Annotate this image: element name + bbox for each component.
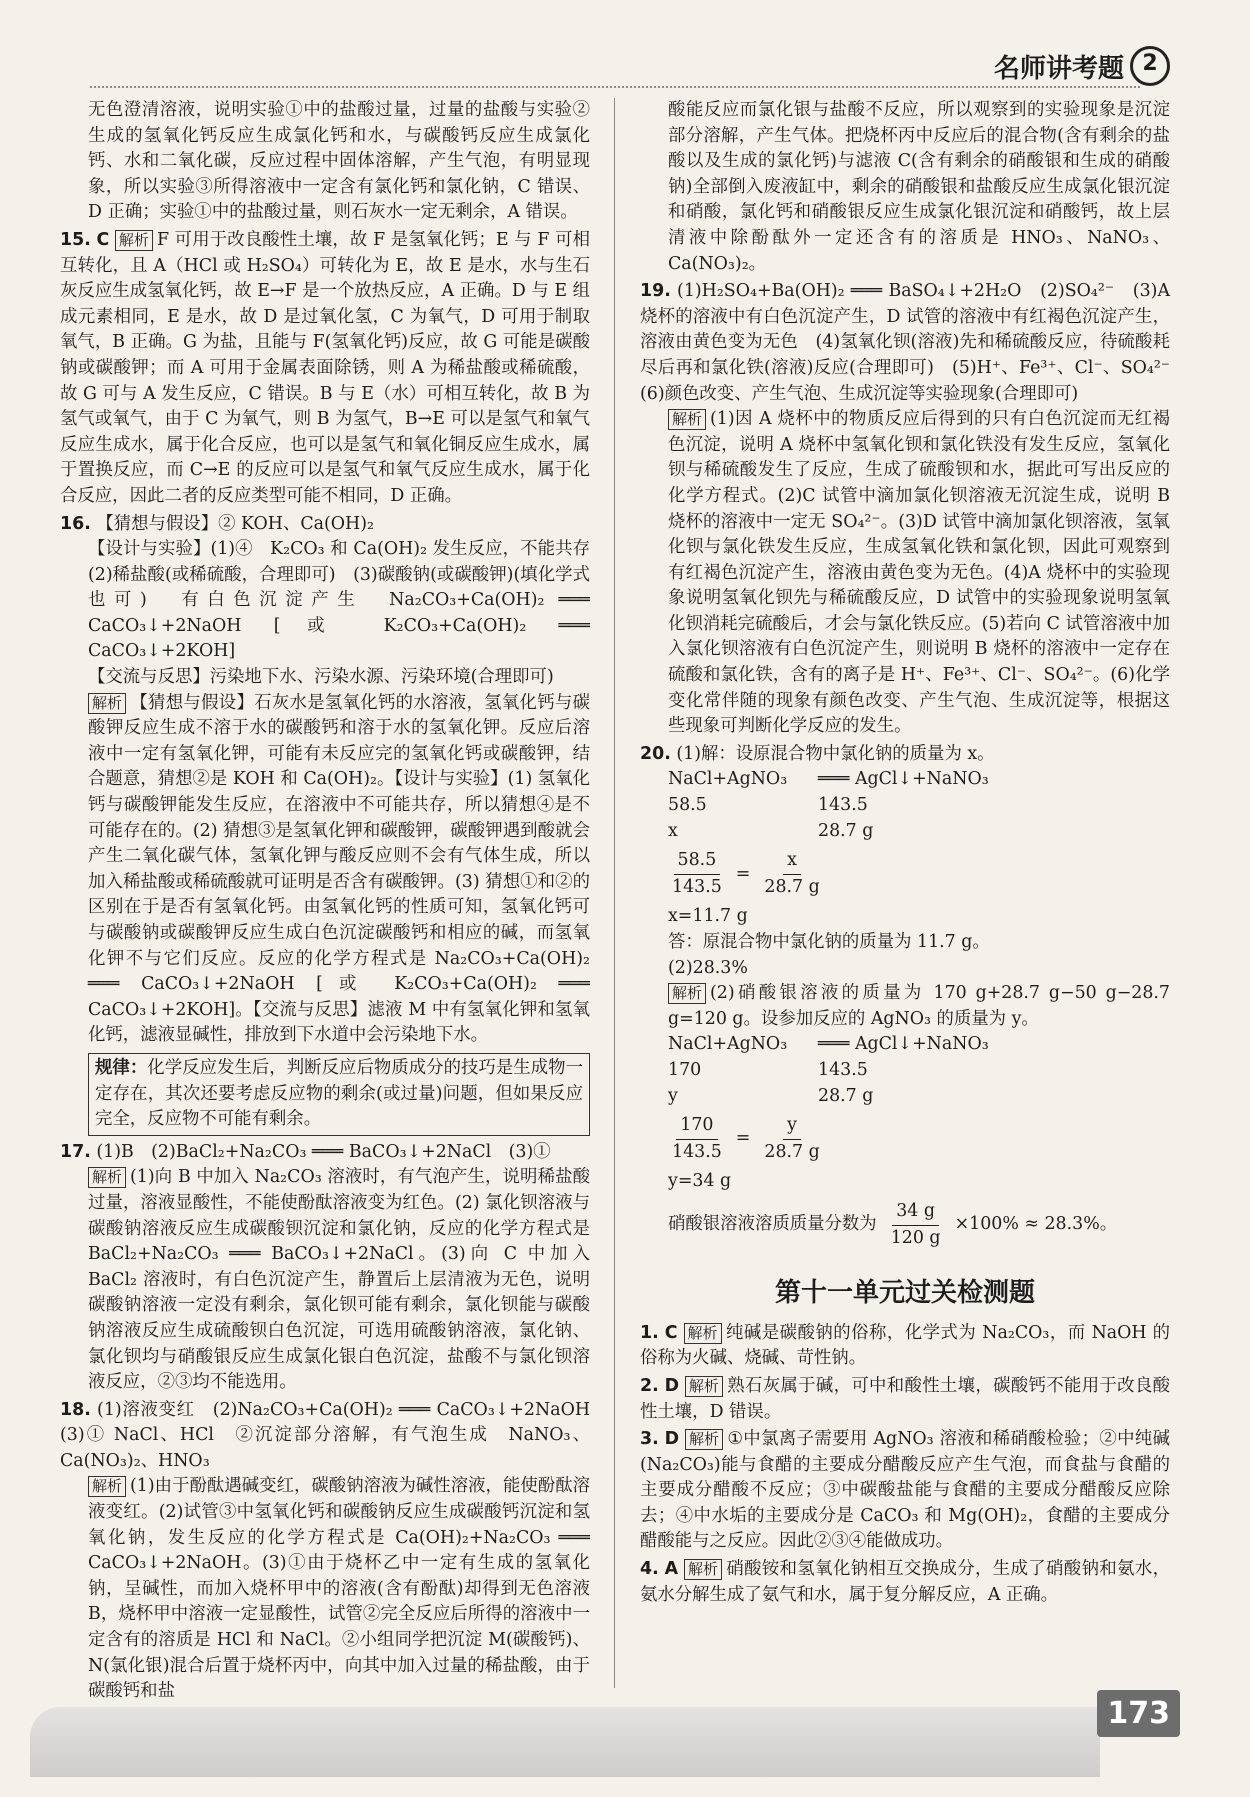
q20-equation-1: NaCl+AgNO₃ ═══ AgCl↓+NaNO₃ [668,769,989,790]
analysis-tag: 解析 [88,1167,126,1188]
analysis-tag: 解析 [88,693,126,714]
brand-badge-icon: 2 [1130,46,1170,86]
analysis-tag: 解析 [685,1376,723,1397]
q20-values-2: y 28.7 g [668,1085,874,1106]
answer-19: (1)H₂SO₄+Ba(OH)₂ ═══ BaSO₄↓+2H₂O (2)SO₄²⁻ (3)A 烧杯的溶液中有白色沉淀产生，D 试管的溶液中有红褐色沉淀产生，溶液由黄色变为无色 (4)氢氧化钡(溶液)先和稀硫酸反应，待硫酸耗尽后再和氯化铁(溶液)反应(合理即可) (5)H⁺、Fe³⁺、Cl⁻、SO₄²⁻ (6)颜色改变、产生气泡、生成沉淀等实验现象(合理即可) [640,281,1188,404]
question-19: 19. (1)H₂SO₄+Ba(OH)₂ ═══ BaSO₄↓+2H₂O (2)SO₄²⁻ (3)A 烧杯的溶液中有白色沉淀产生，D 试管的溶液中有红褐色沉淀产生，溶液由黄色变为无色 (4)氢氧化钡(溶液)先和稀硫酸反应，待硫酸耗尽后再和氯化铁(溶液)反应(合理即可) (5)H⁺、Fe³⁺、Cl⁻、SO₄²⁻ (6)颜色改变、产生气泡、生成沉淀等实验现象(合理即可) [640,281,1188,404]
analysis-20: (2)硝酸银溶液的质量为 170 g+28.7 g−50 g−28.7 g=120 g。设参加反应的 AgNO₃ 的质量为 y。 [668,983,1170,1029]
analysis-16: 【猜想与假设】石灰水是氢氧化钙的水溶液，氢氧化钙与碳酸钾反应生成不溶于水的碳酸钙和溶于水的氢氧化钾。反应后溶液中一定有氢氧化钾，可能有未反应完的氢氧化钙或碳酸钾，结合题意，猜想②是 KOH 和 Ca(OH)₂。【设计与实验】(1) 氢氧化钙与碳酸钾能发生反应，在溶液中不可能共存，所以猜想④是不可能存在的。(2) 猜想③是氢氧化钾和碳酸钾，碳酸钾遇到酸就会产生二氧化碳气体，氢氧化钾与酸反应则不会有气体生成，所以加入稀盐酸或稀硫酸就可证明是否含有碳酸钾。(3) 猜想①和②的区别在于是否有氢氧化钙。由氢氧化钙的性质可知，氢氧化钙可与碳酸钠或碳酸钾反应生成白色沉淀碳酸钙和相应的碱，而氢氧化钾不与它们反应。反应的化学方程式是 Na₂CO₃+Ca(OH)₂ ═══ CaCO₃↓+2NaOH [或 K₂CO₃+Ca(OH)₂ ═══ CaCO₃↓+2KOH]。【交流与反思】滤液 M 中有氢氧化钾和氢氧化钙，滤液显碱性，排放到下水道中会污染地下水。 [88,692,590,1046]
q17-analysis-para [60,1165,590,1395]
right-column [640,98,1188,1688]
answer-17: (1)B (2)BaCl₂+Na₂CO₃ ═══ BaCO₃↓+2NaCl (3)① [96,1141,551,1162]
q20-values-1: x 28.7 g [668,820,874,841]
section-question-3: 3. D 解析 ①中氯离子需要用 AgNO₃ 溶液和稀硝酸检验；②中纯碱(Na₂CO₃)能与食醋的主要成分醋酸反应产生气泡，而食盐与食醋的主要成分醋酸不反应；③中碳酸盐能与食醋的主要成分醋酸反应除去；④中水垢的主要成分是 CaCO₃ 和 Mg(OH)₂，食醋的主要成分醋酸能与之反应。因此②③④能做成功。 [640,1429,1171,1552]
page-number: 173 [1097,1690,1180,1737]
analysis-tag: 解析 [684,1559,722,1580]
answer-18: (1)溶液变红 (2)Na₂CO₃+Ca(OH)₂ ═══ CaCO₃↓+2NaOH (3)① NaCl、HCl ②沉淀部分溶解，有气泡生成 NaNO₃、Ca(NO₃)₂、HNO₃ [60,1399,608,1471]
analysis-18: (1)由于酚酞遇碱变红，碳酸钠溶液为碱性溶液，能使酚酞溶液变红。(2)试管③中氢氧化钙和碳酸钠反应生成碳酸钙沉淀和氢氧化钠，发生反应的化学方程式是 Ca(OH)₂+Na₂CO₃ ═══ CaCO₃↓+2NaOH。(3)①由于烧杯乙中一定有生成的氢氧化钠，呈碱性，而加入烧杯甲中的溶液(含有酚酞)却得到无色溶液 B，烧杯甲中溶液一定显酸性，试管②完全反应后所得的溶液中一定含有的溶质是 HCl 和 NaCl。②小组同学把沉淀 M(碳酸钙)、N(氯化银)混合后置于烧杯丙中，向其中加入过量的稀盐酸，由于碳酸钙和盐 [88,1476,590,1702]
rule-title: 规律： [95,1057,148,1078]
q16-analysis-para [60,691,590,1049]
brand [994,46,1170,86]
q20-masses-1: 58.5 143.5 [668,795,868,816]
q20-part-2: (2)28.3% [668,957,748,978]
q19-analysis-para [640,407,1170,740]
q20-intro: (1)解：设原混合物中氯化钠的质量为 x。 [676,743,995,764]
analysis-tag: 解析 [684,1323,722,1344]
rule-box [88,1053,590,1136]
question-15: 15. C 解析 F 可用于改良酸性土壤，故 F 是氢氧化钙；E 与 F 可相互转化，且 A（HCl 或 H₂SO₄）可转化为 E，故 E 是水，水与生石灰反应生成氢氧化钙，故 E→F 是一个放热反应，A 正确。D 与 E 组成元素相同，E 是水，故 D 是过氧化氢，C 为氧气，D 可用于制取氧气，B 正确。G 为盐，且能与 F(氢氧化钙)反应，故 G 可能是碳酸钠或碳酸钾；而 A 可用于金属表面除锈，则 A 为稀盐酸或稀硫酸，故 G 可与 A 发生反应，C 错误。B 与 E（水）可相互转化，故 B 为氢气或氧气，由于 C 为氧气，则 B 为氢气，B→E 可以是氢气和氧气反应生成水，属于化合反应，也可以是氢气和氧化铜反应生成水，属于置换反应，而 C→E 的反应可以是氢气和氧气反应生成水，属于化合反应，因此二者的反应类型可能不相同，D 正确。 [60,229,591,506]
q20-proportion-2: $\frac{170}{143.5}$ = $\frac{y}{28.7 g}$ [672,1115,820,1162]
q20-analysis-para [640,981,1170,1032]
q20-result-2: y=34 g [668,1171,732,1192]
section-title: 第十一单元过关检测题 [774,1278,1035,1309]
q20-proportion-1: $\frac{58.5}{143.5}$ = $\frac{x}{28.7 g}$ [672,850,820,897]
analysis-tag: 解析 [115,230,153,251]
analysis-19: (1)因 A 烧杯中的物质反应后得到的只有白色沉淀而无红褐色沉淀，说明 A 烧杯中氢氧化钡和氯化铁没有发生反应，氢氧化钡与稀硫酸发生了反应，生成了硫酸钡和水，据此可写出反应的化学方程式。(2)C 试管中滴加氯化钡溶液无沉淀生成，说明 B 烧杯的溶液中一定无 SO₄²⁻。(3)D 试管中滴加氯化钡溶液，氢氧化钡与氯化铁发生反应，生成氢氧化铁和氯化钡，因此可观察到有红褐色沉淀产生，溶液由黄色变为无色。(4)A 烧杯中的实验现象说明氢氧化钡先与稀硫酸反应，D 试管中的实验现象说明氢氧化钡消耗完硫酸后，才会与氯化铁反应。(5)若向 C 试管溶液中加入氯化钡溶液有白色沉淀产生，则说明 B 烧杯的溶液中一定存在硫酸和氯化铁，含有的离子是 H⁺、Fe³⁺、Cl⁻、SO₄²⁻。(6)化学变化常伴随的现象有颜色改变、产生气泡、生成沉淀等，根据这些现象可判断化学反应的发生。 [668,409,1170,737]
rule-text: 化学反应发生后，判断反应后物质成分的技巧是生成物一定存在，其次还要考虑反应物的剩余(或过量)问题，但如果反应完全，反应物不可能有剩余。 [95,1057,583,1130]
left-intro: 无色澄清溶液，说明实验①中的盐酸过量，过量的盐酸与实验②生成的氢氧化钙反应生成氯化钙和水，与碳酸钙反应生成氯化钙、水和二氧化碳，反应过程中固体溶解，产生气泡，有明显现象，所以实验③所得溶液中一定含有氯化钙和氯化钠，C 错误、D 正确；实验①中的盐酸过量，则石灰水一定无剩余，A 错误。 [88,100,590,223]
question-17: 17. (1)B (2)BaCl₂+Na₂CO₃ ═══ BaCO₃↓+2NaCl (3)① [60,1141,551,1162]
footer-band [30,1707,1100,1777]
analysis-tag: 解析 [88,1476,126,1497]
q16-hypothesis: 【猜想与假设】② KOH、Ca(OH)₂ [96,513,374,534]
analysis-tag: 解析 [668,983,706,1004]
brand-title: 名师讲考题 [993,53,1124,84]
q20-final: 硝酸银溶液溶质质量分数为 $\frac{34 g}{120 g}$ ×100% ≈ 28.3%。 [668,1200,1118,1248]
question-20: 20. (1)解：设原混合物中氯化钠的质量为 x。 [640,743,995,764]
section-question-2: 2. D 解析 熟石灰属于碱，可中和酸性土壤，碳酸钙不能用于改良酸性土壤，D 错误。 [640,1375,1171,1422]
header-rule [90,86,1140,88]
q20-answer-1: 答：原混合物中氯化钠的质量为 11.7 g。 [668,932,990,952]
question-18: 18. (1)溶液变红 (2)Na₂CO₃+Ca(OH)₂ ═══ CaCO₃↓+2NaOH (3)① NaCl、HCl ②沉淀部分溶解，有气泡生成 NaNO₃、Ca(NO₃)₂、HNO₃ [60,1399,608,1471]
q20-equation-2: NaCl+AgNO₃ ═══ AgCl↓+NaNO₃ [668,1034,989,1055]
section-question-4: 4. A 解析 硝酸铵和氢氧化钠相互交换成分，生成了硝酸钠和氨水，氨水分解生成了氨气和水，属于复分解反应，A 正确。 [640,1559,1170,1605]
left-column [60,98,608,1702]
page-header [0,0,1250,92]
column-divider [614,98,615,1688]
question-16: 16. 【猜想与假设】② KOH、Ca(OH)₂ [60,513,374,534]
q16-reflection: 【交流与反思】污染地下水、污染水源、污染环境(合理即可) [88,667,554,688]
q18-continuation: 酸能反应而氯化银与盐酸不反应，所以观察到的实验现象是沉淀部分溶解，产生气体。把烧杯丙中反应后的混合物(含有剩余的盐酸以及生成的氯化钙)与滤液 C(含有剩余的硝酸银和生成的硝酸钠)全部倒入废液缸中，剩余的硝酸银和盐酸反应生成氯化银沉淀和硝酸，氯化钙和硝酸银反应生成氯化银沉淀和硝酸钙，故上层清液中除酚酞外一定还含有的溶质是 HNO₃、NaNO₃、Ca(NO₃)₂。 [668,100,1171,274]
q20-result-1: x=11.7 g [668,906,748,927]
q16-experiment: 【设计与实验】(1)④ K₂CO₃ 和 Ca(OH)₂ 发生反应，不能共存 (2)稀盐酸(或稀硫酸，合理即可) (3)碳酸钠(或碳酸钾)(填化学式也可) 有白色沉淀产生 Na₂CO₃+Ca(OH)₂ ═══ CaCO₃↓+2NaOH [或 K₂CO₃+Ca(OH)₂ ═══ CaCO₃↓+2KOH] [88,539,608,662]
analysis-tag: 解析 [685,1429,723,1450]
analysis-17: (1)向 B 中加入 Na₂CO₃ 溶液时，有气泡产生，说明稀盐酸过量，溶液显酸性，不能使酚酞溶液变为红色。(2) 氯化钡溶液与碳酸钠溶液反应生成碳酸钡沉淀和氯化钠，反应的化学方程式是 BaCl₂+Na₂CO₃ ═══ BaCO₃↓+2NaCl。(3)向 C 中加入 BaCl₂ 溶液时，有白色沉淀产生，静置后上层清液为无色，说明碳酸钠溶液一定没有剩余，氯化钡可能有剩余，氯化钡能与碳酸钠溶液反应生成硫酸钡白色沉淀，可选用硫酸钠溶液，氯化钠、氯化钡均与硝酸银反应生成氯化银白色沉淀，盐酸不与氯化钡溶液反应，②③均不能选用。 [88,1167,590,1393]
q20-masses-2: 170 143.5 [668,1059,868,1080]
analysis-tag: 解析 [668,409,706,430]
q18-analysis-para [60,1474,590,1704]
section-question-1: 1. C 解析 纯碱是碳酸钠的俗称，化学式为 Na₂CO₃，而 NaOH 的俗称为火碱、烧碱、苛性钠。 [640,1322,1171,1369]
analysis-15: F 可用于改良酸性土壤，故 F 是氢氧化钙；E 与 F 可相互转化，且 A（HCl 或 H₂SO₄）可转化为 E，故 E 是水，水与生石灰反应生成氢氧化钙，故 E→F 是一个放热反应，A 正确。D 与 E 组成元素相同，E 是水，故 D 是过氧化氢，C 为氧气，D 可用于制取氧气，B 正确。G 为盐，且能与 F(氢氧化钙)反应，故 G 可能是碳酸钠或碳酸钾；而 A 可用于金属表面除锈，则 A 为稀盐酸或稀硫酸，故 G 可与 A 发生反应，C 错误。B 与 E（水）可相互转化，故 B 为氢气或氧气，由于 C 为氧气，则 B 为氢气，B→E 可以是氢气和氧气反应生成水，属于化合反应，也可以是氢气和氧化铜反应生成水，属于置换反应，而 C→E 的反应可以是氢气和氧气反应生成水，属于化合反应，因此二者的反应类型可能不相同，D 正确。 [60,229,591,506]
answer-15: C [96,229,110,250]
